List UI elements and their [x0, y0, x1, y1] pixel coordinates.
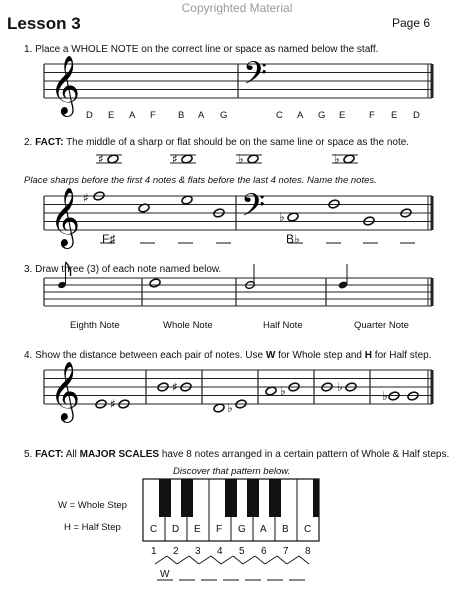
q3-instruction: 3. Draw three (3) of each note named below. [24, 264, 222, 275]
q4-sharp: ♯ [172, 380, 178, 394]
scale-degree-number: 8 [305, 546, 311, 557]
treble-clef: 𝄞 [50, 56, 81, 115]
q3-label-whole: Whole Note [163, 320, 213, 331]
lesson-title: Lesson 3 [7, 14, 81, 33]
step-answer-1: W [160, 569, 170, 580]
q1-letter: D [86, 110, 93, 121]
step-arrow-down [211, 556, 221, 564]
legend-half: H = Half Step [64, 522, 121, 533]
q1-instruction: 1. Place a WHOLE NOTE on the correct line or space as named below the staff. [24, 44, 379, 55]
piano-key-label: F [216, 524, 223, 535]
scale-degree-number: 1 [151, 546, 157, 557]
q2-demo-flat: ♭ [238, 152, 244, 166]
black-key [159, 479, 171, 517]
q2-demo-sharp: ♯ [98, 152, 104, 166]
q1-letter: G [220, 110, 228, 121]
q1-letter: E [108, 110, 115, 121]
piano-key-label: A [260, 524, 267, 535]
q4-flat: ♭ [337, 380, 343, 394]
step-arrow-up [265, 556, 277, 564]
step-arrow-down [299, 556, 309, 564]
legend-whole: W = Whole Step [58, 500, 127, 511]
step-arrow-up [221, 556, 233, 564]
watermark: Copyrighted Material [181, 1, 293, 15]
scale-degree-number: 6 [261, 546, 267, 557]
scale-degree-number: 5 [239, 546, 245, 557]
q1-letter: G [318, 110, 326, 121]
scale-degree-number: 4 [217, 546, 223, 557]
q2-instruction: 2. FACT: The middle of a sharp or flat should be on the same line or space as the note. [24, 137, 410, 148]
black-key [225, 479, 237, 517]
q1-letter: A [198, 110, 205, 121]
step-arrow-down [255, 556, 265, 564]
page-number: Page 6 [392, 16, 431, 30]
treble-clef: 𝄞 [50, 362, 81, 421]
q2-answer-1: F♯ [102, 232, 116, 246]
q1-letter: F [150, 110, 156, 121]
piano-key-label: D [172, 524, 180, 535]
step-arrow-up [155, 556, 167, 564]
q4-instruction: 4. Show the distance between each pair of notes. Use W for Whole step and H for Half step. [24, 350, 432, 361]
q4-flat: ♭ [227, 401, 233, 415]
q4-sharp: ♯ [110, 397, 116, 411]
piano-key-label: G [238, 524, 246, 535]
q4-flat: ♭ [280, 384, 286, 398]
q4-flat: ♭ [382, 389, 388, 403]
piano-key-label: B [282, 524, 289, 535]
q1-letter: B [178, 110, 185, 121]
step-arrow-up [199, 556, 211, 564]
black-key [181, 479, 193, 517]
step-arrow-up [177, 556, 189, 564]
q2-demo-sharp: ♯ [172, 152, 178, 166]
q1-letter: C [276, 110, 283, 121]
q1-letter: D [413, 110, 420, 121]
q1-letter: A [297, 110, 304, 121]
step-arrow-up [243, 556, 255, 564]
piano-key-label: E [194, 524, 201, 535]
q2-flat: ♭ [279, 210, 285, 224]
scale-degree-number: 2 [173, 546, 179, 557]
piano-key-label: C [150, 524, 158, 535]
q2-answer-2: B♭ [286, 232, 300, 246]
step-arrow-down [167, 556, 177, 564]
scale-degree-number: 7 [283, 546, 289, 557]
q2-demo-flat: ♭ [334, 152, 340, 166]
black-key [247, 479, 259, 517]
q1-letter: A [129, 110, 136, 121]
treble-clef: 𝄞 [50, 188, 81, 247]
q3-label-eighth: Eighth Note [70, 320, 120, 331]
step-arrow-down [277, 556, 287, 564]
q5-instruction: 5. FACT: All MAJOR SCALES have 8 notes arranged in a certain pattern of Whole & Half steps. [24, 449, 450, 460]
q1-letter: F [369, 110, 375, 121]
piano-key-label: C [304, 524, 312, 535]
q1-letter: E [391, 110, 398, 121]
bass-clef: 𝄢 [243, 54, 268, 99]
step-arrow-down [233, 556, 243, 564]
q3-label-half: Half Note [263, 320, 303, 331]
q2-subinstruction: Place sharps before the first 4 notes & flats before the last 4 notes. Name the notes. [24, 175, 377, 186]
step-arrow-up [287, 556, 299, 564]
q1-letter: E [339, 110, 346, 121]
scale-degree-number: 3 [195, 546, 201, 557]
q3-whole-note [149, 278, 161, 288]
q3-label-quarter: Quarter Note [354, 320, 409, 331]
black-key [313, 479, 319, 517]
step-arrow-down [189, 556, 199, 564]
black-key [269, 479, 281, 517]
q2-sharp: ♯ [83, 191, 89, 205]
q5-discover: Discover that pattern below. [173, 466, 291, 477]
bass-clef: 𝄢 [241, 186, 266, 231]
